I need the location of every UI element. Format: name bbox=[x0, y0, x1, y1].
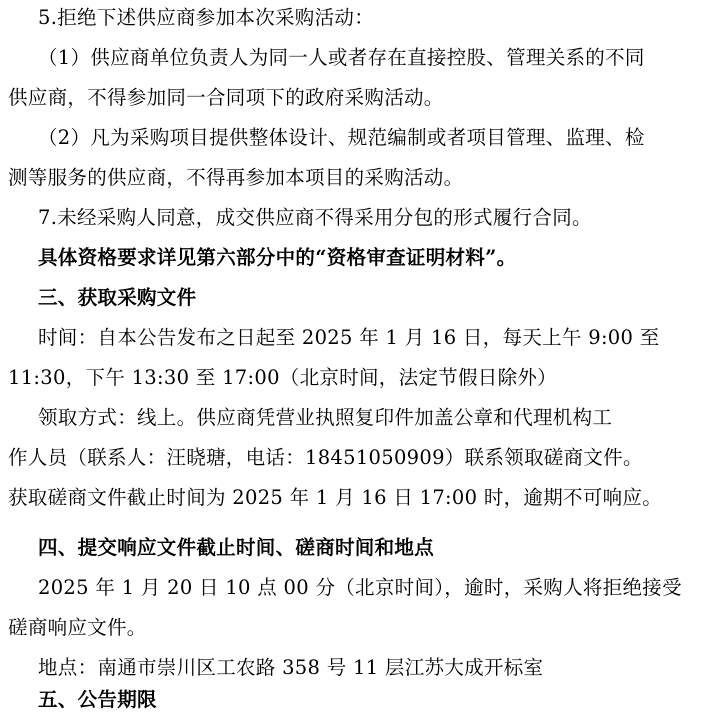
text-line-time-part1: 时间：自本公告发布之日起至 2025 年 1 月 16 日，每天上午 9:00 至 bbox=[38, 326, 660, 349]
text-line-clause2-part1: （2）凡为采购项目提供整体设计、规范编制或者项目管理、监理、检 bbox=[38, 126, 645, 149]
text-line-item5-heading: 5.拒绝下述供应商参加本次采购活动： bbox=[38, 6, 375, 29]
text-line-method-part1: 领取方式：线上。供应商凭营业执照复印件加盖公章和代理机构工 bbox=[38, 406, 613, 429]
text-line-method-part2: 作人员（联系人：汪晓瑭，电话：18451050909）联系领取磋商文件。 bbox=[8, 446, 643, 469]
text-line-item7: 7.未经采购人同意，成交供应商不得采用分包的形式履行合同。 bbox=[38, 206, 592, 229]
section-heading-submission: 四、提交响应文件截止时间、磋商时间和地点 bbox=[38, 536, 435, 559]
text-line-clause2-part2: 测等服务的供应商，不得再参加本项目的采购活动。 bbox=[8, 166, 464, 189]
section-heading-announcement-period: 五、公告期限 bbox=[38, 688, 157, 711]
text-line-clause1-part1: （1）供应商单位负责人为同一人或者存在直接控股、管理关系的不同 bbox=[38, 46, 645, 69]
text-line-location: 地点：南通市崇川区工农路 358 号 11 层江苏大成开标室 bbox=[38, 656, 544, 679]
text-line-clause1-part2: 供应商，不得参加同一合同项下的政府采购活动。 bbox=[8, 86, 444, 109]
section-heading-obtain-documents: 三、获取采购文件 bbox=[38, 286, 197, 309]
text-line-qualification-note: 具体资格要求详见第六部分中的“资格审查证明材料”。 bbox=[38, 246, 517, 269]
text-line-deadline: 获取磋商文件截止时间为 2025 年 1 月 16 日 17:00 时，逾期不可响应。 bbox=[8, 486, 663, 509]
text-line-submission-part2: 磋商响应文件。 bbox=[8, 616, 147, 639]
text-line-submission-part1: 2025 年 1 月 20 日 10 点 00 分（北京时间），逾时，采购人将拒绝接受 bbox=[38, 576, 682, 599]
text-line-time-part2: 11:30，下午 13:30 至 17:00（北京时间，法定节假日除外） bbox=[8, 366, 557, 389]
